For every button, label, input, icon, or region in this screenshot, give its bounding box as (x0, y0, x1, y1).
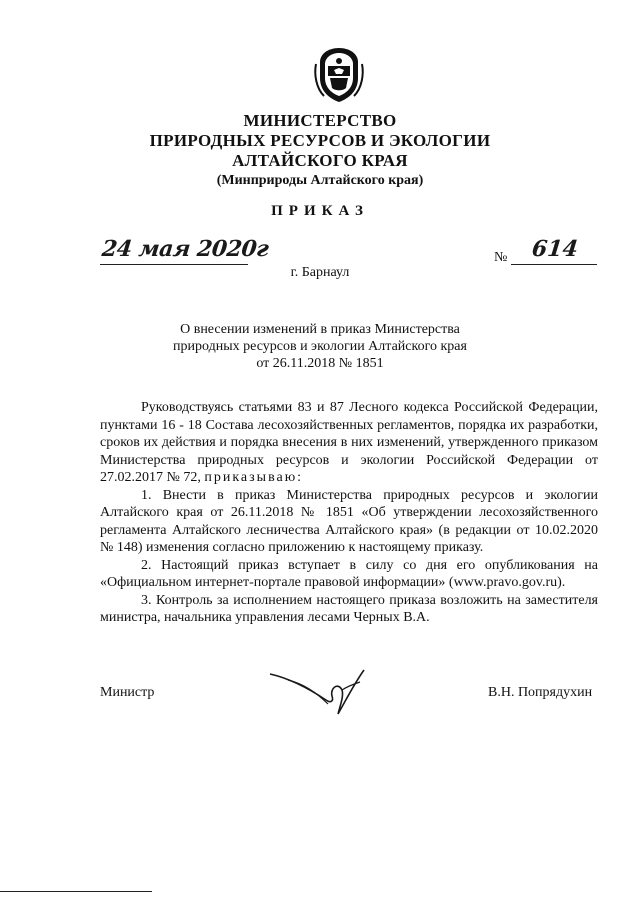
subject-line3: от 26.11.2018 № 1851 (256, 356, 384, 371)
number-label: № (494, 250, 508, 265)
city-name: г. Барнаул (290, 265, 350, 280)
footer-rule (0, 891, 152, 892)
subject-line2: природных ресурсов и экологии Алтайского края (173, 339, 467, 354)
order-body (100, 399, 598, 627)
item-3: 3. Контроль за исполнением настоящего приказа возложить на заместителя министра, начальника управления лесами Черных В.А. (100, 592, 598, 625)
order-word: приказываю: (204, 470, 304, 485)
preamble-paragraph (100, 399, 598, 487)
signatory-name: В.Н. Попрядухин (488, 685, 593, 700)
ministry-name-line3: АЛТАЙСКОГО КРАЯ (232, 151, 408, 170)
ministry-name-line1: МИНИСТЕРСТВО (243, 111, 397, 130)
item-2: 2. Настоящий приказ вступает в силу со дня его опубликования на «Официальном интернет-портале правовой информации» (www.pravo.gov.ru). (100, 557, 598, 590)
handwritten-number: 614 (530, 236, 580, 262)
subject-line1: О внесении изменений в приказ Министерства (180, 322, 460, 337)
handwritten-signature (268, 660, 378, 720)
item-1: 1. Внести в приказ Министерства природных ресурсов и экологии Алтайского края от 26.11.2018 № 1851 «Об утверждении лесохозяйственного регламента Алтайского лесничества Алтайского края» (в редакции от 10.02.2020 № 148) изменения согласно приложению к настоящему приказу. (100, 487, 598, 555)
coat-of-arms-emblem (312, 44, 366, 104)
ministry-short-name: (Минприроды Алтайского края) (216, 173, 424, 188)
document-type-title: ПРИКАЗ (271, 203, 369, 219)
preamble-text: Руководствуясь статьями 83 и 87 Лесного кодекса Российской Федерации, пунктами 16 - 18 Состава лесохозяйственных регламентов, порядка их разработки, сроков их действия и порядка внесения в них изменений, утвержденного приказом Министерства природных ресурсов и экологии Российской Федерации от 27.02.2017 № 72, (100, 400, 598, 485)
handwritten-date: 24 мая 2020г (100, 236, 270, 262)
signatory-title: Министр (100, 685, 155, 700)
ministry-name-line2: ПРИРОДНЫХ РЕСУРСОВ И ЭКОЛОГИИ (149, 131, 491, 150)
